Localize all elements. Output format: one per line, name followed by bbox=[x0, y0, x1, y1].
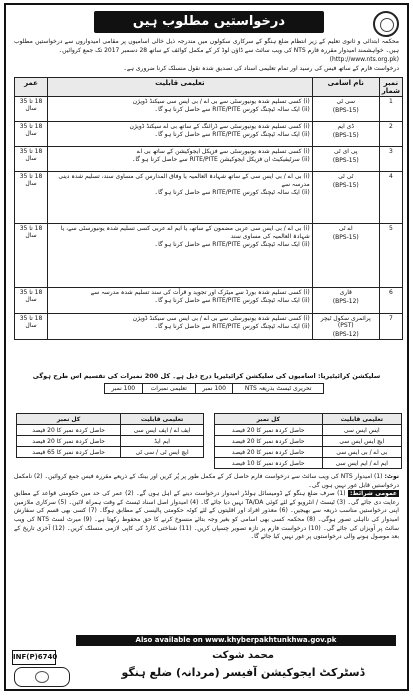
row-no: 7 bbox=[379, 314, 402, 340]
qualification-line: (i) کسی تسلیم شدہ یونیورسٹی سے بی اے / بی ایس سی سیکنڈ ڈویژن bbox=[132, 315, 310, 322]
post-name: ٹی ٹی bbox=[338, 173, 354, 180]
row-no: 4 bbox=[379, 172, 402, 224]
kp-emblem-icon bbox=[373, 11, 399, 37]
post-scale: (BPS-15) bbox=[332, 157, 359, 164]
general-conditions-label: عمومی شرائط: bbox=[350, 490, 397, 498]
row-age: 18 تا 35 سال bbox=[15, 314, 48, 340]
intro-paragraph: محکمہ ابتدائی و ثانوی تعلیم کے زیر انتظام ضلع ہنگو کے سرکاری سکولوں میں مندرجہ ذیل خالی اسامیوں پر مقامی امیدواروں سے درخواستیں مطلوب ہیں۔ خواہشمند امیدوار مقررہ فارم NTS کی ویب سائٹ سے ڈاؤن لوڈ کر کے مکمل کوائف کے ساتھ 28 دسمبر 2017 تک جمع کروائیں۔ bbox=[14, 38, 399, 54]
header-age: عمر bbox=[15, 78, 48, 97]
row-no: 5 bbox=[379, 224, 402, 288]
advertisement-page bbox=[4, 3, 409, 691]
marks-qualification: بی اے / بی ایس سی bbox=[322, 447, 401, 458]
test-marks: 100 نمبر bbox=[195, 384, 233, 394]
row-post bbox=[312, 288, 379, 314]
qualification-line: (i) بی اے / بی ایس سی کے ساتھ شہادۃ العالمیہ یا وفاق المدارس کی مساوی سند، تسلیم شدہ دینی مدرسہ سے bbox=[58, 173, 310, 188]
row-qualification bbox=[48, 122, 313, 147]
row-age: 18 تا 35 سال bbox=[15, 122, 48, 147]
marks-value: حاصل کردہ نمبر کا 10 فیصد bbox=[215, 458, 323, 469]
general-conditions-text: (1) صرف ضلع ہنگو کے ڈومیسائل ہولڈر امیدوار درخواست دینے کے اہل ہوں گے۔ (2) عمر کی حد میں حکومتی قواعد کے مطابق رعایت دی جائے گی۔ (3) ٹیسٹ / انٹرویو کے لئے کوئی TA/DA نہیں دیا جائے گا۔ (4) امیدوار اصل اسناد ٹیسٹ کے وقت ہمراہ لائیں۔ (5) سرکاری ملازمین اپنی درخواستیں مناسب ذریعہ سے بھیجیں۔ (6) معذور افراد اور اقلیتوں کے لئے کوٹہ حکومتی پالیسی کے مطابق ہوگا۔ (7) کسی بھی قسم کی سفارش امیدوار کی نااہلی تصور ہوگی۔ (8) محکمہ کسی بھی اسامی کو بغیر وجہ بتائے منسوخ کرنے کا حق محفوظ رکھتا ہے۔ (9) میرٹ لسٹ NTS کی ویب سائٹ پر آویزاں کی جائے گی۔ (10) درخواست فارم پر تازہ تصویر چسپاں کریں۔ (11) شناختی کارڈ کی کاپی لازمی منسلک کریں۔ (12) آخری تاریخ کے بعد موصول ہونے والی درخواستوں پر غور نہیں کیا جائے گا۔ bbox=[14, 490, 400, 541]
post-scale: (BPS-15) bbox=[332, 182, 359, 189]
row-qualification bbox=[48, 172, 313, 224]
row-age: 18 تا 35 سال bbox=[15, 224, 48, 288]
officer-designation: ڈسٹرکٹ ایجوکیشن آفیسر (مردانہ) ضلع ہنگو bbox=[121, 666, 365, 679]
row-age: 18 تا 35 سال bbox=[15, 147, 48, 172]
note-label: نوٹ: bbox=[384, 473, 399, 480]
row-age: 18 تا 35 سال bbox=[15, 172, 48, 224]
row-post bbox=[312, 147, 379, 172]
post-name: پرائمری سکول ٹیچر (PST) bbox=[320, 315, 371, 329]
nts-link[interactable]: (http://www.nts.org.pk) bbox=[329, 56, 399, 63]
jobs-header-row bbox=[15, 78, 403, 97]
note-paragraph: (1) امیدوار NTS کی ویب سائٹ سے درخواست فارم حاصل کر کے مکمل طور پر پُر کریں اور بینک کے ذریعے مقررہ فیس جمع کروائیں۔ (2) نامکمل درخواستیں قابل غور نہیں ہوں گی۔ bbox=[14, 473, 399, 489]
table-row bbox=[15, 122, 403, 147]
row-no: 2 bbox=[379, 122, 402, 147]
table-row bbox=[215, 436, 402, 447]
table-row bbox=[15, 288, 403, 314]
table-row bbox=[15, 97, 403, 122]
header-qualification: تعلیمی قابلیت bbox=[121, 414, 204, 425]
website-bar[interactable]: Also available on www.khyberpakhtunkhwa.gov.pk bbox=[76, 635, 396, 646]
row-no: 1 bbox=[379, 97, 402, 122]
qualification-line: (ii) سرٹیفیکیٹ ان فزیکل ایجوکیشن RITE/PITE سے حاصل کرنا ہو گا۔ bbox=[131, 156, 310, 163]
post-name: قاری bbox=[339, 289, 352, 296]
table-row bbox=[15, 172, 403, 224]
marks-value: حاصل کردہ نمبر کا 65 فیصد bbox=[17, 447, 121, 458]
table-row bbox=[105, 384, 324, 394]
qualification-line: (ii) ایک سالہ ٹیچنگ کورس RITE/PITE سے حاصل کرنا ہو گا۔ bbox=[154, 106, 310, 113]
row-no: 3 bbox=[379, 147, 402, 172]
header-marks: کل نمبر bbox=[215, 414, 323, 425]
jobs-table bbox=[14, 77, 403, 340]
test-marks: 100 نمبر bbox=[105, 384, 143, 394]
header-marks: کل نمبر bbox=[17, 414, 121, 425]
row-age: 18 تا 35 سال bbox=[15, 288, 48, 314]
qualification-line: (ii) ایک سالہ ٹیچنگ کورس RITE/PITE سے حاصل کرنا ہو گا۔ bbox=[154, 323, 310, 330]
post-name: سی ٹی bbox=[336, 98, 356, 105]
row-qualification bbox=[48, 288, 313, 314]
qualification-line: (i) کسی تسلیم شدہ بورڈ سے میٹرک اور تجوید و قرأت کی سند تسلیم شدہ مدرسہ سے bbox=[90, 289, 310, 296]
marks-value: حاصل کردہ نمبر کا 20 فیصد bbox=[215, 447, 323, 458]
inf-number: INF(P)6740 bbox=[12, 650, 56, 665]
table-row bbox=[215, 425, 402, 436]
academic-marks-table-left bbox=[16, 413, 204, 458]
post-name: اے ٹی bbox=[338, 225, 353, 232]
header-post: نام اسامی bbox=[312, 78, 379, 97]
intro-paragraph-2: درخواست فارم کے ساتھ فیس کی رسید اور تمام تعلیمی اسناد کی تصدیق شدہ نقول منسلک کرنا ضروری ہے۔ bbox=[123, 65, 399, 72]
officer-name: محمد شوکت bbox=[212, 650, 274, 661]
test-label: تعلیمی نمبرات bbox=[142, 384, 195, 394]
row-qualification bbox=[48, 147, 313, 172]
government-logo-icon bbox=[14, 667, 70, 687]
post-name: پی ای ٹی bbox=[333, 148, 358, 155]
table-row bbox=[17, 425, 204, 436]
table-row bbox=[17, 447, 204, 458]
qualification-line: (ii) ایک سالہ ٹیچنگ کورس RITE/PITE سے حاصل کرنا ہو گا۔ bbox=[154, 241, 310, 248]
marks-qualification: ایچ ایس ٹی / سی ٹی bbox=[121, 447, 204, 458]
header-no: نمبر شمار bbox=[379, 78, 402, 97]
row-post bbox=[312, 97, 379, 122]
post-scale: (BPS-15) bbox=[332, 234, 359, 241]
marks-qualification: ایم ایڈ bbox=[121, 436, 204, 447]
row-qualification bbox=[48, 314, 313, 340]
table-row bbox=[15, 224, 403, 288]
row-no: 6 bbox=[379, 288, 402, 314]
qualification-line: (i) کسی تسلیم شدہ یونیورسٹی سے ڈرائنگ کے ساتھ بی اے سیکنڈ ڈویژن bbox=[129, 123, 310, 130]
qualification-line: (i) کسی تسلیم شدہ یونیورسٹی سے فزیکل ایجوکیشن کے ساتھ بی اے bbox=[136, 148, 310, 155]
row-qualification bbox=[48, 97, 313, 122]
marks-qualification: ایچ ایس ایس سی bbox=[322, 436, 401, 447]
row-post bbox=[312, 224, 379, 288]
row-qualification bbox=[48, 224, 313, 288]
row-post bbox=[312, 172, 379, 224]
test-label: تحریری ٹیسٹ بذریعہ NTS bbox=[233, 384, 324, 394]
academic-marks-table-right bbox=[214, 413, 402, 469]
qualification-line: (ii) ایک سالہ ٹیچنگ کورس RITE/PITE سے حاصل کرنا ہو گا۔ bbox=[154, 297, 310, 304]
test-marks-table bbox=[104, 383, 324, 394]
marks-qualification: ایس ایس سی bbox=[322, 425, 401, 436]
marks-qualification: ایم اے / ایم ایس سی bbox=[322, 458, 401, 469]
marks-header-row bbox=[17, 414, 204, 425]
table-row bbox=[15, 314, 403, 340]
row-post bbox=[312, 122, 379, 147]
marks-value: حاصل کردہ نمبر کا 20 فیصد bbox=[215, 436, 323, 447]
marks-qualification: ایف اے / ایف ایس سی bbox=[121, 425, 204, 436]
post-scale: (BPS-15) bbox=[332, 107, 359, 114]
table-row bbox=[15, 147, 403, 172]
table-row bbox=[215, 447, 402, 458]
marks-value: حاصل کردہ نمبر کا 20 فیصد bbox=[17, 436, 121, 447]
notes-section bbox=[14, 473, 399, 542]
page-title: درخواستیں مطلوب ہیں bbox=[94, 11, 324, 33]
marks-value: حاصل کردہ نمبر کا 20 فیصد bbox=[215, 425, 323, 436]
qualification-line: (i) بی اے / بی ایس سی عربی مضمون کے ساتھ، یا ایم اے عربی کسی تسلیم شدہ یونیورسٹی سے، یا شہادۃ العالمیہ کی مساوی سند bbox=[60, 225, 310, 240]
header-qualification: تعلیمی قابلیت bbox=[48, 78, 313, 97]
post-scale: (BPS-12) bbox=[332, 298, 359, 305]
header-qualification: تعلیمی قابلیت bbox=[322, 414, 401, 425]
post-scale: (BPS-12) bbox=[332, 331, 359, 338]
selection-criteria-title: سلیکشن کرائیٹیریا: اسامیوں کی سلیکشن کرائیٹیریا درج ذیل ہے۔ کل 200 نمبرات کی تقسیم اس طرح ہوگی bbox=[32, 372, 381, 380]
intro-text bbox=[14, 37, 399, 73]
marks-header-row bbox=[215, 414, 402, 425]
qualification-line: (ii) ایک سالہ ٹیچنگ کورس RITE/PITE سے حاصل کرنا ہو گا۔ bbox=[154, 189, 310, 196]
table-row bbox=[17, 436, 204, 447]
post-scale: (BPS-15) bbox=[332, 132, 359, 139]
row-post bbox=[312, 314, 379, 340]
row-age: 18 تا 35 سال bbox=[15, 97, 48, 122]
marks-value: حاصل کردہ نمبر کا 20 فیصد bbox=[17, 425, 121, 436]
qualification-line: (ii) ایک سالہ ٹیچنگ کورس RITE/PITE سے حاصل کرنا ہو گا۔ bbox=[154, 131, 310, 138]
table-row bbox=[215, 458, 402, 469]
post-name: ڈی ایم bbox=[337, 123, 355, 130]
qualification-line: (i) کسی تسلیم شدہ یونیورسٹی سے بی اے / بی ایس سی سیکنڈ ڈویژن bbox=[132, 98, 310, 105]
